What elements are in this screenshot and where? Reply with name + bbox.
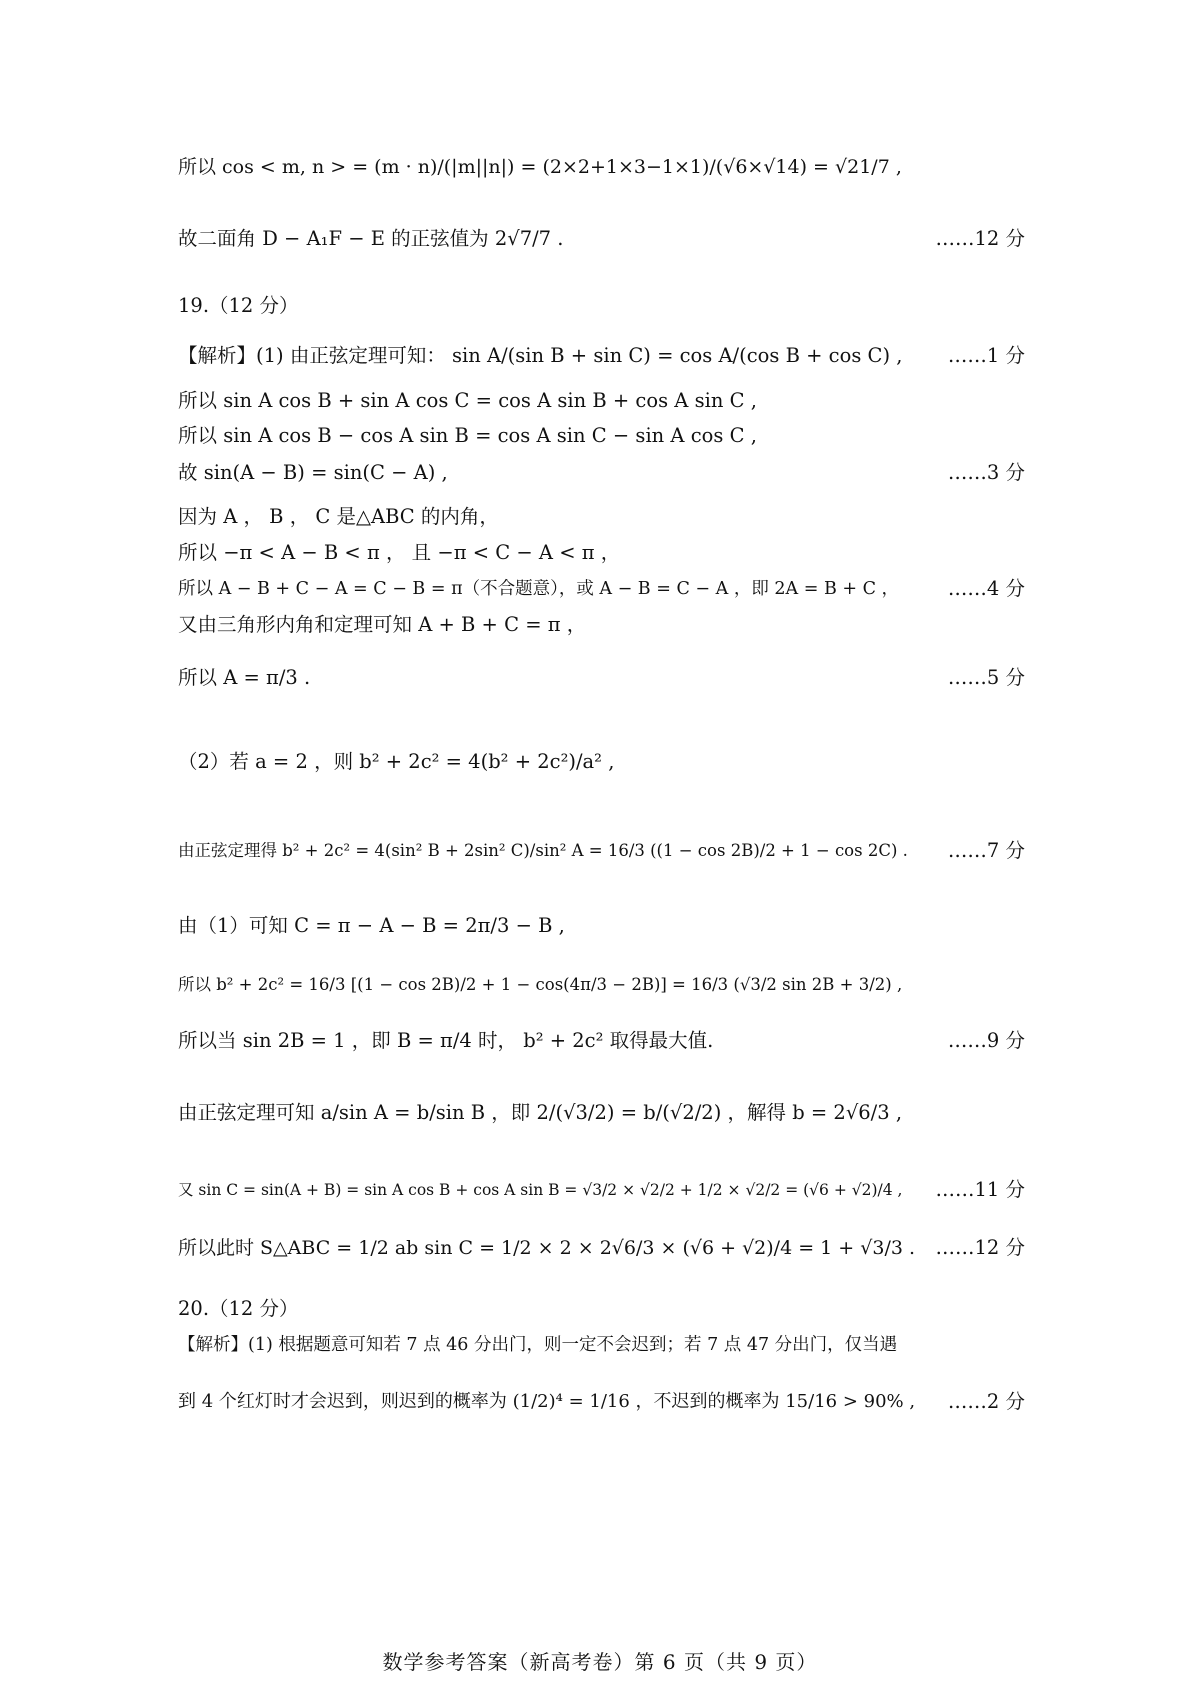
score-mark: ……2 分: [947, 1390, 1025, 1413]
text-line: 所以此时 S△ABC = 1/2 ab sin C = 1/2 × 2 × 2√6/3 × (√6 + √2)/4 = 1 + √3/3 .: [178, 1237, 916, 1259]
text-line: 由（1）可知 C = π − A − B = 2π/3 − B ,: [178, 914, 565, 937]
text-line: 所以 cos < m, n > = (m · n)/(|m||n|) = (2×2+1×3−1×1)/(√6×√14) = √21/7 ,: [178, 156, 902, 178]
text-line: （2）若 a = 2 ，则 b² + 2c² = 4(b² + 2c²)/a² ,: [178, 750, 615, 773]
text-line: 由正弦定理得 b² + 2c² = 4(sin² B + 2sin² C)/sin² A = 16/3 ((1 − cos 2B)/2 + 1 − cos 2C) .: [178, 841, 908, 860]
text-line: 故 sin(A − B) = sin(C − A) ,: [178, 461, 448, 484]
text-line: 所以 −π < A − B < π ， 且 −π < C − A < π ，: [178, 541, 621, 564]
text-line: 又由三角形内角和定理可知 A + B + C = π ，: [178, 613, 587, 636]
score-mark: ……5 分: [947, 666, 1025, 689]
text-line: 【解析】(1) 根据题意可知若 7 点 46 分出门，则一定不会迟到；若 7 点 47 分出门，仅当遇: [178, 1335, 898, 1355]
score-mark: ……11 分: [935, 1178, 1025, 1201]
text-line: 又 sin C = sin(A + B) = sin A cos B + cos A sin B = √3/2 × √2/2 + 1/2 × √2/2 = (√6 + √2)/4 ,: [178, 1181, 903, 1199]
score-mark: ……9 分: [947, 1029, 1025, 1052]
score-mark: ……12 分: [935, 227, 1025, 250]
text-line: 【解析】(1) 由正弦定理可知： sin A/(sin B + sin C) = cos A/(cos B + cos C) ,: [178, 344, 903, 367]
score-mark: ……12 分: [935, 1236, 1025, 1259]
text-line: 所以 A − B + C − A = C − B = π（不合题意），或 A − B = C − A ，即 2A = B + C ，: [178, 579, 900, 599]
score-mark: ……4 分: [947, 577, 1025, 600]
score-mark: ……7 分: [947, 839, 1025, 862]
text-line: 到 4 个红灯时才会迟到，则迟到的概率为 (1/2)⁴ = 1/16 ，不迟到的概率为 15/16 > 90% ,: [178, 1391, 916, 1412]
page-footer: 数学参考答案（新高考卷）第 6 页（共 9 页）: [382, 1650, 818, 1674]
score-mark: ……3 分: [947, 461, 1025, 484]
score-mark: ……1 分: [947, 344, 1025, 367]
text-line: 所以 b² + 2c² = 16/3 [(1 − cos 2B)/2 + 1 − cos(4π/3 − 2B)] = 16/3 (√3/2 sin 2B + 3/2) ,: [178, 975, 903, 994]
text-line: 故二面角 D − A₁F − E 的正弦值为 2√7/7 .: [178, 227, 564, 250]
question-heading: 19.（12 分）: [178, 294, 299, 317]
text-line: 所以 sin A cos B − cos A sin B = cos A sin C − sin A cos C ,: [178, 424, 757, 447]
text-line: 因为 A ， B ， C 是△ABC 的内角，: [178, 505, 499, 528]
text-line: 由正弦定理可知 a/sin A = b/sin B ，即 2/(√3/2) = b/(√2/2) ，解得 b = 2√6/3 ,: [178, 1101, 903, 1124]
text-line: 所以 sin A cos B + sin A cos C = cos A sin B + cos A sin C ,: [178, 389, 757, 412]
text-line: 所以当 sin 2B = 1 ，即 B = π/4 时， b² + 2c² 取得最大值.: [178, 1029, 714, 1052]
question-heading: 20.（12 分）: [178, 1297, 299, 1320]
text-line: 所以 A = π/3 .: [178, 666, 311, 689]
